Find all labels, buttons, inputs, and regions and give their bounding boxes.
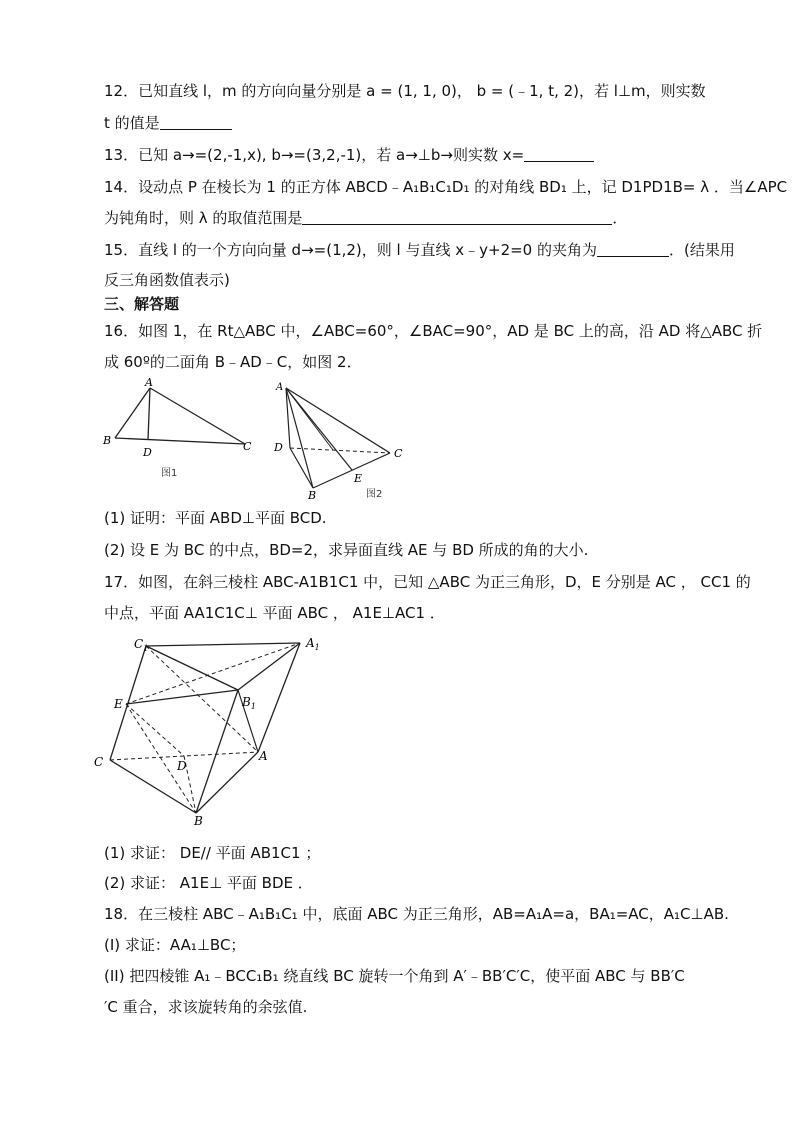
q13-text: 13．已知 a→=(2,-1,x), b→=(3,2,-1)，若 a→⊥b→则实数 x= — [104, 146, 525, 164]
q12-line2-text: t 的值是 — [104, 114, 160, 132]
fig2-label-a: A — [276, 382, 284, 393]
q17-label-b1: $B_1$ — [242, 695, 256, 711]
q17-label-e: E — [114, 697, 123, 711]
q12-line1: 12．已知直线 l，m 的方向向量分别是 a = (1, 1, 0)， b = (﹣1, t, 2)，若 l⊥m，则实数 — [104, 82, 706, 100]
q15-line1 — [104, 240, 735, 260]
q17-label-a: A — [259, 749, 268, 763]
fig2-caption: 图2 — [366, 489, 383, 500]
q16-part2: (2) 设 E 为 BC 的中点，BD=2，求异面直线 AE 与 BD 所成的角的大小. — [104, 541, 589, 559]
fig1-label-b: B — [103, 434, 112, 447]
q17-label-a1: $A_1$ — [306, 636, 320, 652]
fig1-caption: 图1 — [161, 468, 178, 479]
q15-answer-blank — [597, 242, 669, 257]
q18-part1: (I) 求证：AA₁⊥BC； — [104, 936, 246, 954]
q16-line1: 16．如图 1，在 Rt△ABC 中，∠ABC=60°，∠BAC=90°，AD 是 BC 上的高，沿 AD 将△ABC 折 — [104, 322, 763, 340]
q17-label-d: D — [177, 759, 187, 773]
q16-line2: 成 60º的二面角 B﹣AD﹣C，如图 2． — [104, 353, 362, 371]
q17-label-b: B — [194, 814, 203, 828]
q17-label-c: C — [94, 755, 104, 769]
section-title: 三、解答题 — [104, 295, 180, 313]
q14-answer-blank — [302, 210, 612, 225]
fig1-label-d: D — [143, 446, 152, 459]
q17-line2: 中点，平面 AA1C1C⊥ 平面 ABC ， A1E⊥AC1 ． — [104, 604, 445, 622]
q15-line1-text: 15．直线 l 的一个方向向量 d→=(1,2)，则 l 与直线 x﹣y+2=0 的夹角为 — [104, 241, 597, 259]
fig2-label-e: E — [354, 472, 363, 485]
q14-line2-text: 为钝角时，则 λ 的取值范围是 — [104, 209, 303, 227]
fig2-label-b: B — [308, 489, 317, 502]
q17-label-c1: $C_1$ — [134, 637, 149, 653]
q13-answer-blank — [524, 147, 594, 162]
q16-part1: (1) 证明：平面 ABD⊥平面 BCD. — [104, 509, 327, 527]
q16-figure-1 — [95, 372, 265, 482]
q12-answer-blank — [160, 115, 232, 130]
q14-line1: 14．设动点 P 在棱长为 1 的正方体 ABCD﹣A₁B₁C₁D₁ 的对角线 BD₁ 上，记 D1PD1B= λ ．当∠APC — [104, 178, 788, 196]
q13-line — [104, 145, 594, 165]
q17-prism-figure — [90, 628, 340, 828]
q18-part2-cont: ′C 重合，求该旋转角的余弦值. — [104, 998, 308, 1016]
q14-line2 — [104, 208, 627, 228]
q14-line2-end: ． — [612, 209, 628, 227]
q18-line1: 18．在三棱柱 ABC﹣A₁B₁C₁ 中，底面 ABC 为正三角形，AB=A₁A=a，BA₁=AC，A₁C⊥AB. — [104, 905, 729, 923]
q18-part2: (II) 把四棱锥 A₁﹣BCC₁B₁ 绕直线 BC 旋转一个角到 A′﹣BB′C′C，使平面 ABC 与 BB′C — [104, 967, 685, 985]
q15-line1-end: ．(结果用 — [669, 241, 735, 259]
fig2-label-d: D — [274, 441, 283, 454]
q17-part1: (1) 求证： DE// 平面 AB1C1 ； — [104, 844, 321, 862]
q17-line1: 17．如图，在斜三棱柱 ABC-A1B1C1 中，已知 △ABC 为正三角形，D，E 分别是 AC ， CC1 的 — [104, 573, 751, 591]
q15-line2: 反三角函数值表示) — [104, 271, 230, 289]
q16-figure-2 — [268, 378, 418, 503]
q12-line2 — [104, 113, 232, 133]
fig1-label-c: C — [243, 440, 252, 453]
fig2-label-c: C — [394, 447, 403, 460]
fig1-label-a: A — [145, 376, 153, 389]
q17-part2: (2) 求证： A1E⊥ 平面 BDE ． — [104, 874, 313, 892]
